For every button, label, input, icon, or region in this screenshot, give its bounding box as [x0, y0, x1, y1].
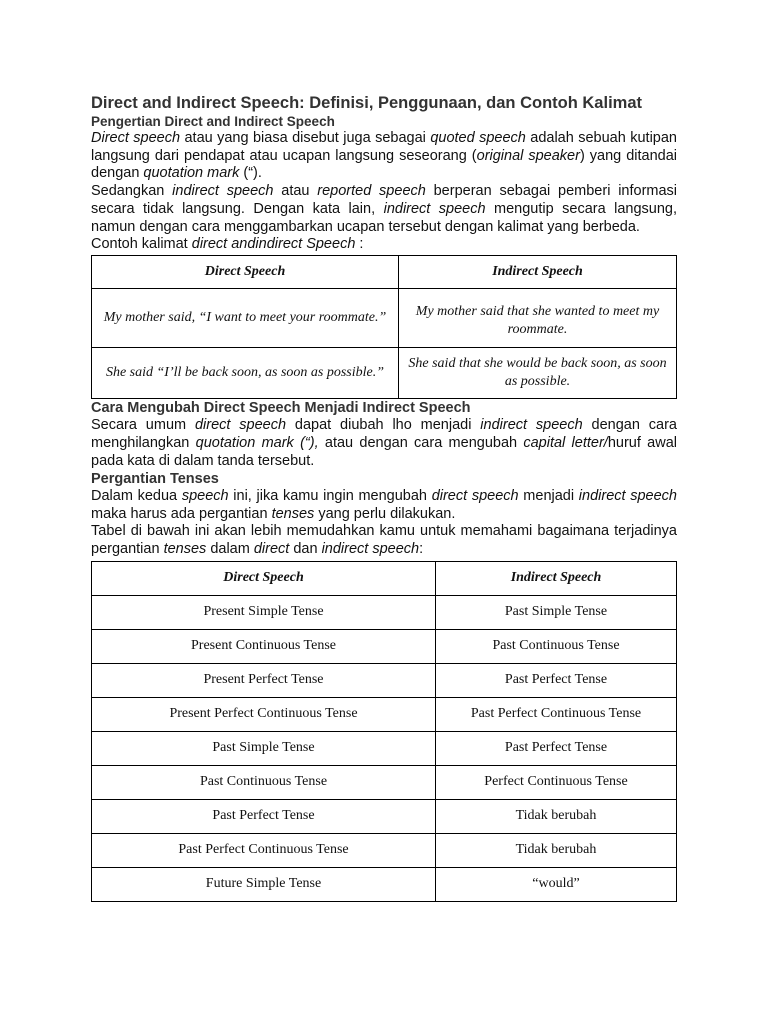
table-header-row	[92, 561, 677, 595]
text: yang perlu dilakukan.	[314, 505, 456, 522]
header-indirect-speech: Indirect Speech	[399, 255, 677, 288]
text: :	[419, 541, 424, 558]
text: atau yang biasa disebut juga sebagai	[180, 130, 431, 146]
document-page	[91, 93, 677, 902]
text-italic: tenses	[271, 505, 315, 522]
text-italic: quotation mark	[143, 165, 240, 182]
table-row	[92, 765, 677, 799]
table-cell: Tidak berubah	[436, 833, 677, 867]
text-italic: indirect speech	[480, 417, 583, 434]
text: Sedangkan	[91, 183, 173, 200]
text-italic: capital letter/	[523, 435, 608, 452]
tense-table	[91, 561, 677, 902]
text-italic: quotation mark (“),	[195, 435, 319, 452]
paragraph-indirect-speech-definition	[91, 183, 677, 236]
text-italic: direct andindirect Speech	[191, 236, 356, 253]
subtitle-pengertian: Pengertian Direct and Indirect Speech	[91, 114, 335, 129]
text: dan	[289, 541, 322, 558]
table-cell: Perfect Continuous Tense	[436, 765, 677, 799]
text: Contoh kalimat	[91, 236, 192, 253]
table-cell: She said that she would be back soon, as soon as possible.	[399, 347, 677, 398]
table-row	[92, 731, 677, 765]
text: :	[355, 236, 364, 253]
text: maka harus ada pergantian	[91, 505, 272, 522]
text-italic: indirect speech	[578, 488, 677, 505]
text: Tabel di bawah ini akan lebih memudahkan kamu untuk memahami bagaimana terjadinya pergantian	[91, 523, 677, 558]
text-italic: reported speech	[317, 183, 426, 200]
paragraph-direct-speech-definition	[91, 130, 677, 183]
table-cell: Past Perfect Continuous Tense	[436, 697, 677, 731]
text-italic: indirect speech	[172, 183, 274, 200]
text: mengutip secara langsung, namun dengan cara menggambarkan ucapan tersebut dengan kalimat yang berbeda.	[91, 200, 677, 235]
text-italic: direct speech	[431, 488, 519, 505]
text-italic: direct	[253, 541, 290, 558]
table-row	[92, 288, 677, 347]
paragraph-tabel-intro	[91, 523, 677, 558]
text-italic: Direct speech	[91, 130, 181, 146]
header-indirect-speech: Indirect Speech	[436, 561, 677, 595]
text: dapat diubah lho menjadi	[286, 417, 481, 434]
paragraph-contoh-kalimat	[91, 236, 677, 254]
text: dalam	[206, 541, 254, 558]
table-cell: Present Perfect Tense	[92, 663, 436, 697]
table-cell: My mother said, “I want to meet your roommate.”	[92, 288, 399, 347]
table-cell: Future Simple Tense	[92, 867, 436, 901]
table-cell: Past Perfect Continuous Tense	[92, 833, 436, 867]
text: Secara umum	[91, 417, 195, 434]
section-title-pergantian-tenses: Pergantian Tenses	[91, 470, 219, 487]
text: berperan sebagai pemberi informasi secara tidak langsung. Dengan kata lain,	[91, 183, 678, 217]
table-cell: Past Continuous Tense	[436, 629, 677, 663]
table-row	[92, 799, 677, 833]
header-direct-speech: Direct Speech	[92, 255, 399, 288]
text: ini, jika kamu ingin mengubah	[228, 488, 432, 505]
text-italic: quoted speech	[430, 130, 526, 146]
table-row	[92, 663, 677, 697]
table-row	[92, 867, 677, 901]
table-cell: Tidak berubah	[436, 799, 677, 833]
table-cell: Past Perfect Tense	[436, 663, 677, 697]
table-row	[92, 697, 677, 731]
text: dengan cara menghilangkan	[91, 417, 677, 452]
paragraph-pergantian-tenses	[91, 488, 677, 523]
text: ) yang ditandai dengan	[91, 147, 677, 182]
header-direct-speech: Direct Speech	[92, 561, 436, 595]
table-row	[92, 595, 677, 629]
document-title: Direct and Indirect Speech: Definisi, Penggunaan, dan Contoh Kalimat	[91, 94, 642, 112]
table-cell: Past Simple Tense	[436, 595, 677, 629]
table-cell: Present Continuous Tense	[92, 629, 436, 663]
table-cell: “would”	[436, 867, 677, 901]
text-italic: original speaker	[476, 147, 580, 164]
text: huruf awal pada kata di dalam tanda tersebut.	[91, 435, 677, 469]
text: (“).	[239, 165, 262, 182]
table-header-row	[92, 255, 677, 288]
text-italic: tenses	[163, 541, 207, 558]
text: adalah sebuah kutipan langsung dari pendapat atau ucapan langsung seseorang (	[91, 130, 677, 164]
table-cell: Present Perfect Continuous Tense	[92, 697, 436, 731]
text-italic: indirect speech	[383, 200, 486, 217]
text: Dalam kedua	[91, 488, 182, 505]
text: menjadi	[518, 488, 579, 505]
table-row	[92, 347, 677, 398]
section-title-cara-mengubah: Cara Mengubah Direct Speech Menjadi Indirect Speech	[91, 399, 471, 416]
text: atau dengan cara mengubah	[318, 435, 524, 452]
text-italic: direct speech	[194, 417, 287, 434]
table-cell: My mother said that she wanted to meet my roommate.	[399, 288, 677, 347]
table-cell: Past Simple Tense	[92, 731, 436, 765]
table-cell: Past Continuous Tense	[92, 765, 436, 799]
example-table	[91, 255, 677, 399]
paragraph-cara-mengubah	[91, 417, 677, 470]
table-cell: Present Simple Tense	[92, 595, 436, 629]
text-italic: indirect speech	[321, 541, 420, 558]
table-cell: Past Perfect Tense	[436, 731, 677, 765]
text-italic: speech	[181, 488, 229, 505]
text: atau	[273, 183, 318, 200]
table-row	[92, 629, 677, 663]
table-cell: Past Perfect Tense	[92, 799, 436, 833]
table-row	[92, 833, 677, 867]
table-cell: She said “I’ll be back soon, as soon as possible.”	[92, 347, 399, 398]
